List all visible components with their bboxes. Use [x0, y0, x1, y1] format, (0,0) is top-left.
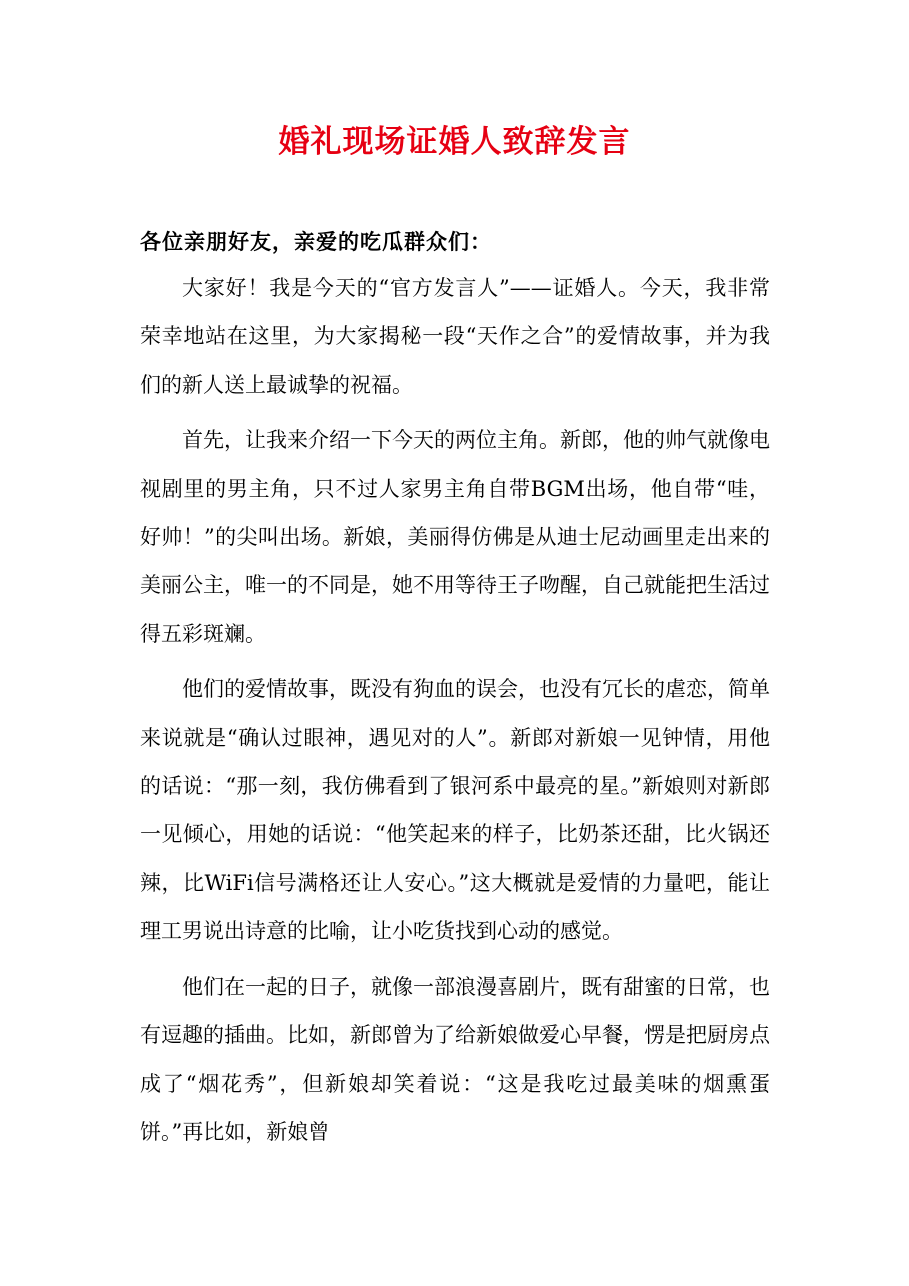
paragraph-2: 首先，让我来介绍一下今天的两位主角。新郎，他的帅气就像电视剧里的男主角，只不过人家男主角自带BGM出场，他自带“哇，好帅！”的尖叫出场。新娘，美丽得仿佛是从迪士尼动画里走出来的美丽公主，唯一的不同是，她不用等待王子吻醒，自己就能把生活过得五彩斑斓。: [140, 428, 770, 646]
paragraph-3: 他们的爱情故事，既没有狗血的误会，也没有冗长的虐恋，简单来说就是“确认过眼神，遇见对的人”。新郎对新娘一见钟情，用他的话说：“那一刻，我仿佛看到了银河系中最亮的星。”新娘则对新郎一见倾心，用她的话说：“他笑起来的样子，比奶茶还甜，比火锅还辣，比WiFi信号满格还让人安心。”这大概就是爱情的力量吧，能让理工男说出诗意的比喻，让小吃货找到心动的感觉。: [140, 677, 770, 944]
document-title: 婚礼现场证婚人致辞发言: [278, 124, 631, 160]
paragraph-4: 他们在一起的日子，就像一部浪漫喜剧片，既有甜蜜的日常，也有逗趣的插曲。比如，新郎曾为了给新娘做爱心早餐，愣是把厨房点成了“烟花秀”，但新娘却笑着说：“这是我吃过最美味的烟熏蛋饼。”再比如，新娘曾: [140, 974, 770, 1144]
salutation: 各位亲朋好友，亲爱的吃瓜群众们：: [140, 229, 492, 254]
paragraph-1: 大家好！我是今天的“官方发言人”——证婚人。今天，我非常荣幸地站在这里，为大家揭秘一段“天作之合”的爱情故事，并为我们的新人送上最诚挚的祝福。: [140, 276, 770, 397]
document-body: [140, 264, 770, 1163]
